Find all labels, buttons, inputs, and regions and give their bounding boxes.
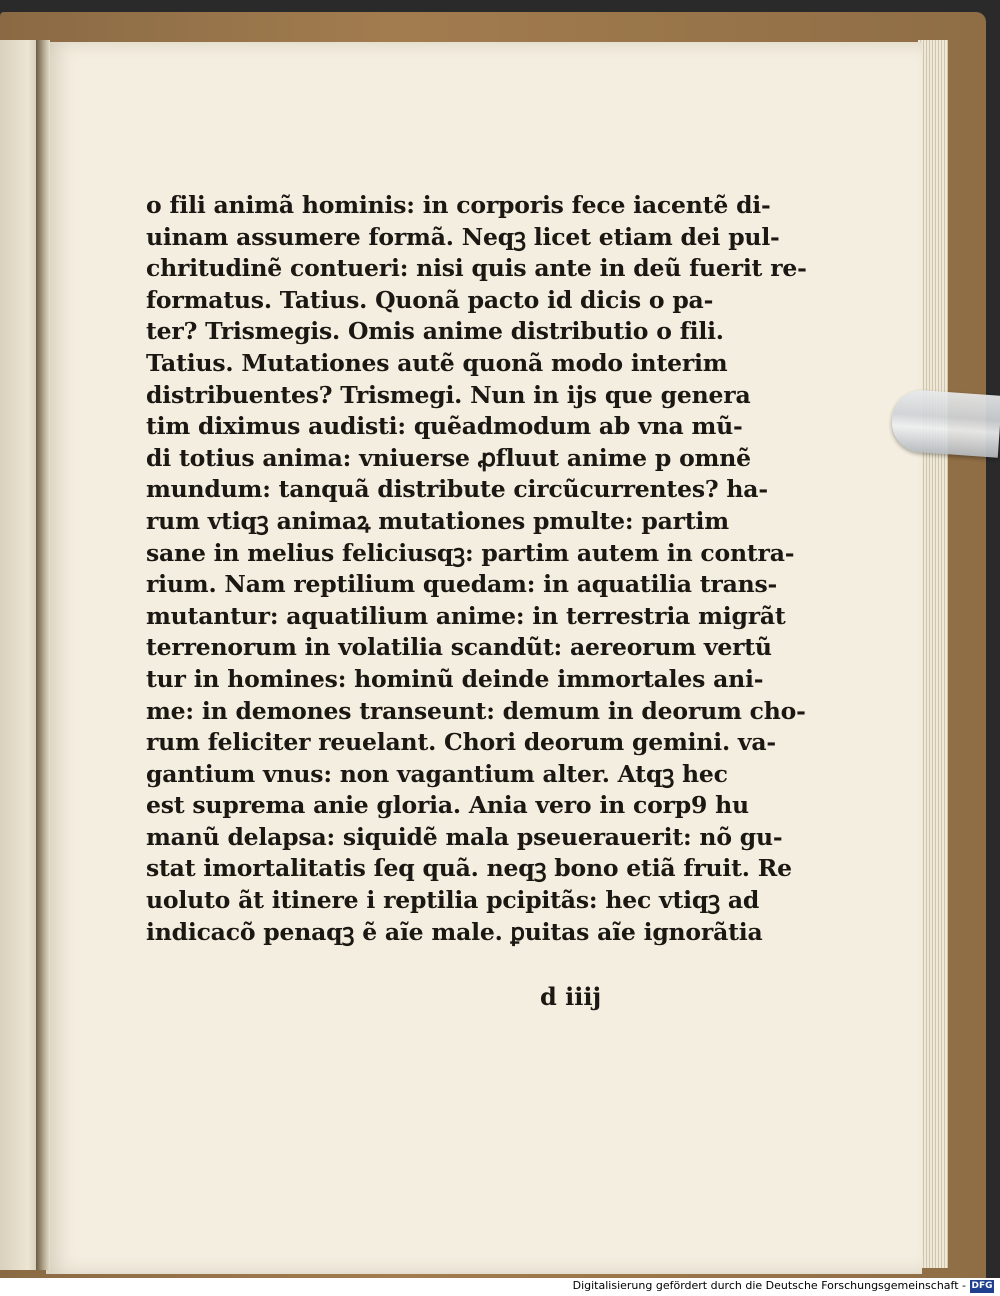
text-line: mutantur: aquatilium anime: in terrestria migrãt — [146, 601, 786, 630]
book-gutter — [36, 40, 50, 1270]
text-line: ter? Trismegis. Omis anime distributio o fili. — [146, 317, 724, 346]
text-line: uinam assumere formã. Neqꝫ licet etiam dei pul- — [146, 222, 780, 251]
text-line: distribuentes? Trismegi. Nun in ijs que genera — [146, 380, 751, 409]
text-line: gantium vnus: non vagantium alter. Atqꝫ hec — [146, 759, 728, 788]
text-line: sane in melius feliciusqꝫ: partim autem in contra- — [146, 538, 795, 567]
footer-bar — [0, 1278, 1000, 1296]
text-line: indicacõ penaqꝫ ẽ aĩe male. ꝑuitas aĩe ignorãtia — [146, 917, 763, 946]
funding-credit: Digitalisierung gefördert durch die Deutsche Forschungsgemeinschaft - — [572, 1279, 966, 1292]
text-line: tim diximus audisti: quẽadmodum ab vna mũ- — [146, 412, 743, 441]
signature-mark: d iiij — [540, 982, 602, 1011]
text-line: rium. Nam reptilium quedam: in aquatilia trans- — [146, 570, 778, 599]
text-line: chritudinẽ contueri: nisi quis ante in deũ fuerit re- — [146, 254, 807, 283]
text-line: tur in homines: hominũ deinde immortales ani- — [146, 664, 764, 693]
text-line: me: in demones transeunt: demum in deorum cho- — [146, 696, 806, 725]
text-line: rum vtiqꝫ animaꝝ mutationes pmulte: partim — [146, 506, 729, 535]
text-line: terrenorum in volatilia scandũt: aereorum vertũ — [146, 633, 772, 662]
text-line: di totius anima: vniuerse ꝓfluut anime p omnẽ — [146, 443, 751, 472]
incunable-text-block — [146, 190, 807, 948]
text-line: Tatius. Mutationes autẽ quonã modo interim — [146, 348, 728, 377]
text-line: manũ delapsa: siquidẽ mala pseuerauerit: nõ gu- — [146, 822, 783, 851]
text-line: est suprema anie gloria. Ania vero in corp9 hu — [146, 791, 749, 820]
text-line: rum feliciter reuelant. Chori deorum gemini. va- — [146, 728, 776, 757]
page-edges — [918, 40, 948, 1268]
text-line: formatus. Tatius. Quonã pacto id dicis o pa- — [146, 285, 714, 314]
facing-page-edge — [0, 40, 40, 1270]
text-line: stat imortalitatis ſeq quã. neqꝫ bono etiã fruit. Re — [146, 854, 792, 883]
page-holder-clip — [890, 388, 1000, 457]
text-line: mundum: tanquã distribute circũcurrentes? ha- — [146, 475, 768, 504]
text-line: uoluto ãt itinere i reptilia pcipitãs: hec vtiqꝫ ad — [146, 886, 760, 915]
dfg-logo: DFG — [971, 1281, 993, 1291]
book-page — [46, 42, 922, 1274]
text-line: o fili animã hominis: in corporis fece iacentẽ di- — [146, 191, 771, 219]
